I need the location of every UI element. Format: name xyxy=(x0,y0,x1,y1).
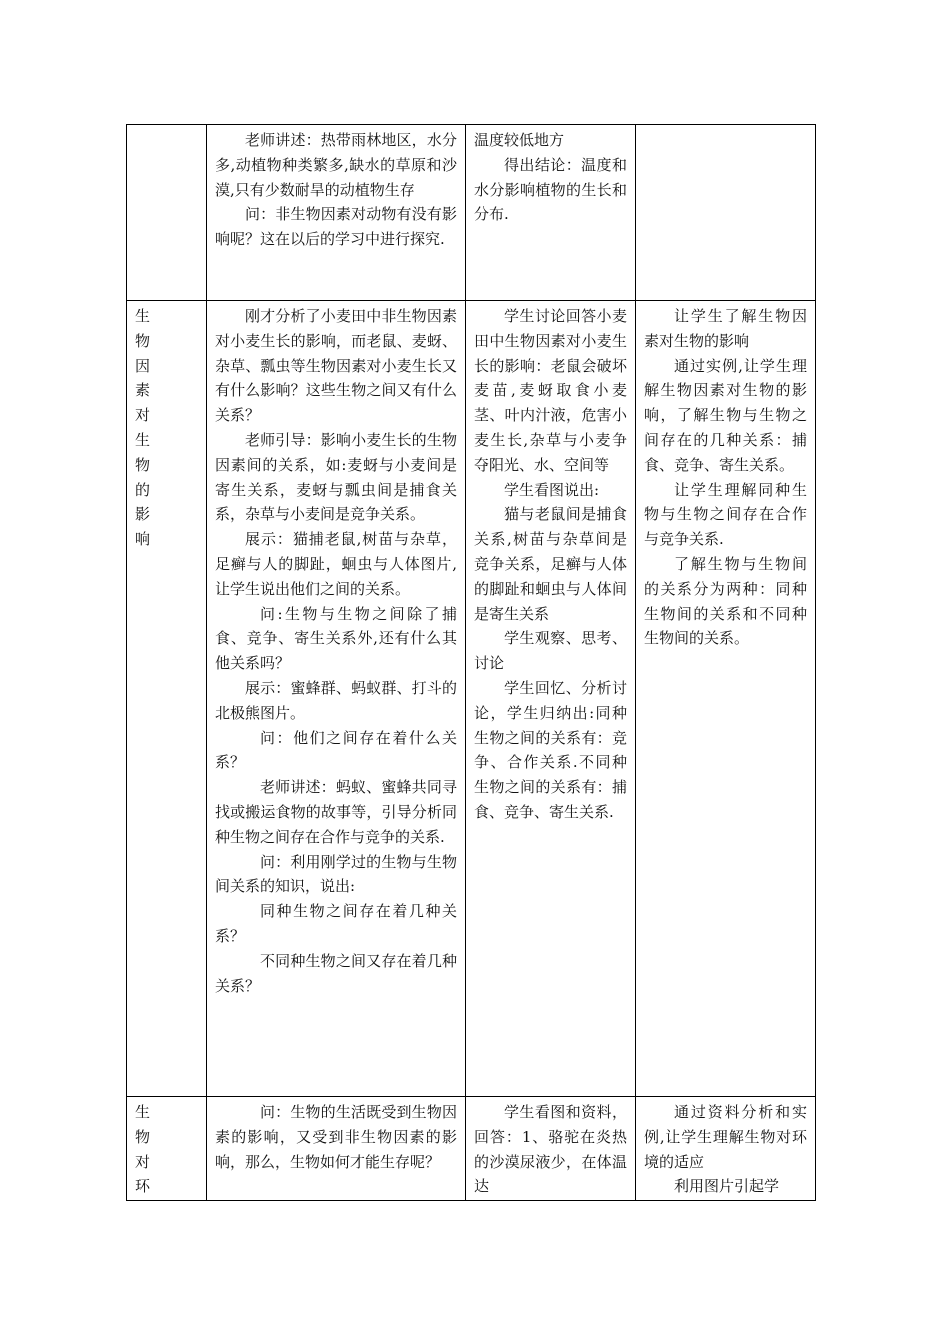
design-purpose-cell xyxy=(636,125,816,301)
design-purpose-cell xyxy=(636,301,816,1097)
label-char: 的 xyxy=(135,480,151,499)
label-char: 环 xyxy=(135,1177,151,1196)
teacher-activity-cell xyxy=(207,301,466,1097)
paragraph: 问:生物与生物之间除了捕食、竞争、寄生关系外,还有什么其他关系吗？ xyxy=(215,604,457,673)
section-label-cell xyxy=(127,1097,207,1201)
label-char: 生 xyxy=(135,430,151,449)
section-label-cell xyxy=(127,301,207,1097)
label-char: 影 xyxy=(135,505,151,524)
paragraph: 通过资料分析和实例,让学生理解生物对环境的适应 xyxy=(644,1103,807,1171)
paragraph: 了解生物与生物间的关系分为两种：同种生物间的关系和不同种生物间的关系。 xyxy=(644,554,807,648)
paragraph: 学生讨论回答小麦田中生物因素对小麦生长的影响：老鼠会破坏麦苗,麦蚜取食小麦茎、叶内汁液，危害小麦生长,杂草与小麦争夺阳光、水、空间等 xyxy=(474,307,627,474)
paragraph: 学生看图和资料，回答：1、骆驼在炎热的沙漠尿液少，在体温达 xyxy=(474,1103,627,1196)
label-char: 对 xyxy=(135,1152,151,1171)
label-char: 物 xyxy=(135,1127,151,1146)
label-char: 生 xyxy=(135,1103,151,1121)
paragraph: 温度较低地方 xyxy=(474,131,565,149)
label-char: 因 xyxy=(135,356,151,375)
paragraph: 利用图片引起学 xyxy=(674,1177,780,1196)
paragraph: 问：非生物因素对动物有没有影响呢？这在以后的学习中进行探究. xyxy=(215,205,457,249)
paragraph: 通过实例,让学生理解生物因素对生物的影响，了解生物与生物之间存在的几种关系：捕食、竞争、寄生关系。 xyxy=(644,356,807,474)
paragraph: 学生观察、思考、讨论 xyxy=(474,629,627,673)
paragraph: 得出结论：温度和水分影响植物的生长和分布. xyxy=(474,155,627,224)
label-char: 物 xyxy=(135,455,151,474)
table-row xyxy=(127,125,816,301)
design-purpose-cell xyxy=(636,1097,816,1201)
paragraph: 不同种生物之间又存在着几种关系？ xyxy=(215,951,457,995)
paragraph: 问：利用刚学过的生物与生物间关系的知识，说出: xyxy=(215,852,457,896)
teacher-activity-cell xyxy=(207,125,466,301)
paragraph: 让学生理解同种生物与生物之间存在合作与竞争关系. xyxy=(644,480,807,549)
student-activity-cell xyxy=(466,125,636,301)
paragraph: 同种生物之间存在着几种关系？ xyxy=(215,902,457,945)
paragraph: 展示：蜜蜂群、蚂蚁群、打斗的北极熊图片。 xyxy=(215,678,457,722)
paragraph: 老师讲述：热带雨林地区，水分多,动植物种类繁多,缺水的草原和沙漠,只有少数耐旱的动植物生存 xyxy=(215,131,457,199)
paragraph: 老师引导：影响小麦生长的生物因素间的关系，如:麦蚜与小麦间是寄生关系，麦蚜与瓢虫间是捕食关系，杂草与小麦间是竞争关系。 xyxy=(215,430,457,524)
paragraph: 问：他们之间存在着什么关系？ xyxy=(215,728,457,772)
student-activity-cell xyxy=(466,301,636,1097)
label-char: 对 xyxy=(135,406,151,425)
paragraph: 刚才分析了小麦田中非生物因素对小麦生长的影响，而老鼠、麦蚜、杂草、瓢虫等生物因素对小麦生长又有什么影响？这些生物之间又有什么关系？ xyxy=(215,307,457,425)
paragraph: 问：生物的生活既受到生物因素的影响，又受到非生物因素的影响，那么，生物如何才能生存呢？ xyxy=(215,1103,457,1171)
table-row xyxy=(127,301,816,1097)
label-char: 生 xyxy=(135,307,151,325)
lesson-plan-table xyxy=(126,124,816,1201)
paragraph: 学生看图说出: xyxy=(504,480,600,499)
paragraph: 猫与老鼠间是捕食关系,树苗与杂草间是竞争关系，足癣与人体的脚趾和蛔虫与人体间是寄生关系 xyxy=(474,505,627,623)
paragraph: 展示：猫捕老鼠,树苗与杂草，足癣与人的脚趾，蛔虫与人体图片,让学生说出他们之间的关系。 xyxy=(215,530,457,598)
label-char: 素 xyxy=(135,381,151,400)
label-char: 响 xyxy=(135,530,151,549)
paragraph: 学生回忆、分析讨论，学生归纳出:同种生物之间的关系有：竞争、合作关系.不同种生物之间的关系有：捕食、竞争、寄生关系. xyxy=(474,678,627,821)
label-char: 物 xyxy=(135,331,151,350)
student-activity-cell xyxy=(466,1097,636,1201)
table-row xyxy=(127,1097,816,1201)
paragraph: 让学生了解生物因素对生物的影响 xyxy=(644,307,807,350)
teacher-activity-cell xyxy=(207,1097,466,1201)
section-label-cell xyxy=(127,125,207,301)
paragraph: 老师讲述：蚂蚁、蜜蜂共同寻找或搬运食物的故事等，引导分析同种生物之间存在合作与竞争的关系. xyxy=(215,778,457,846)
